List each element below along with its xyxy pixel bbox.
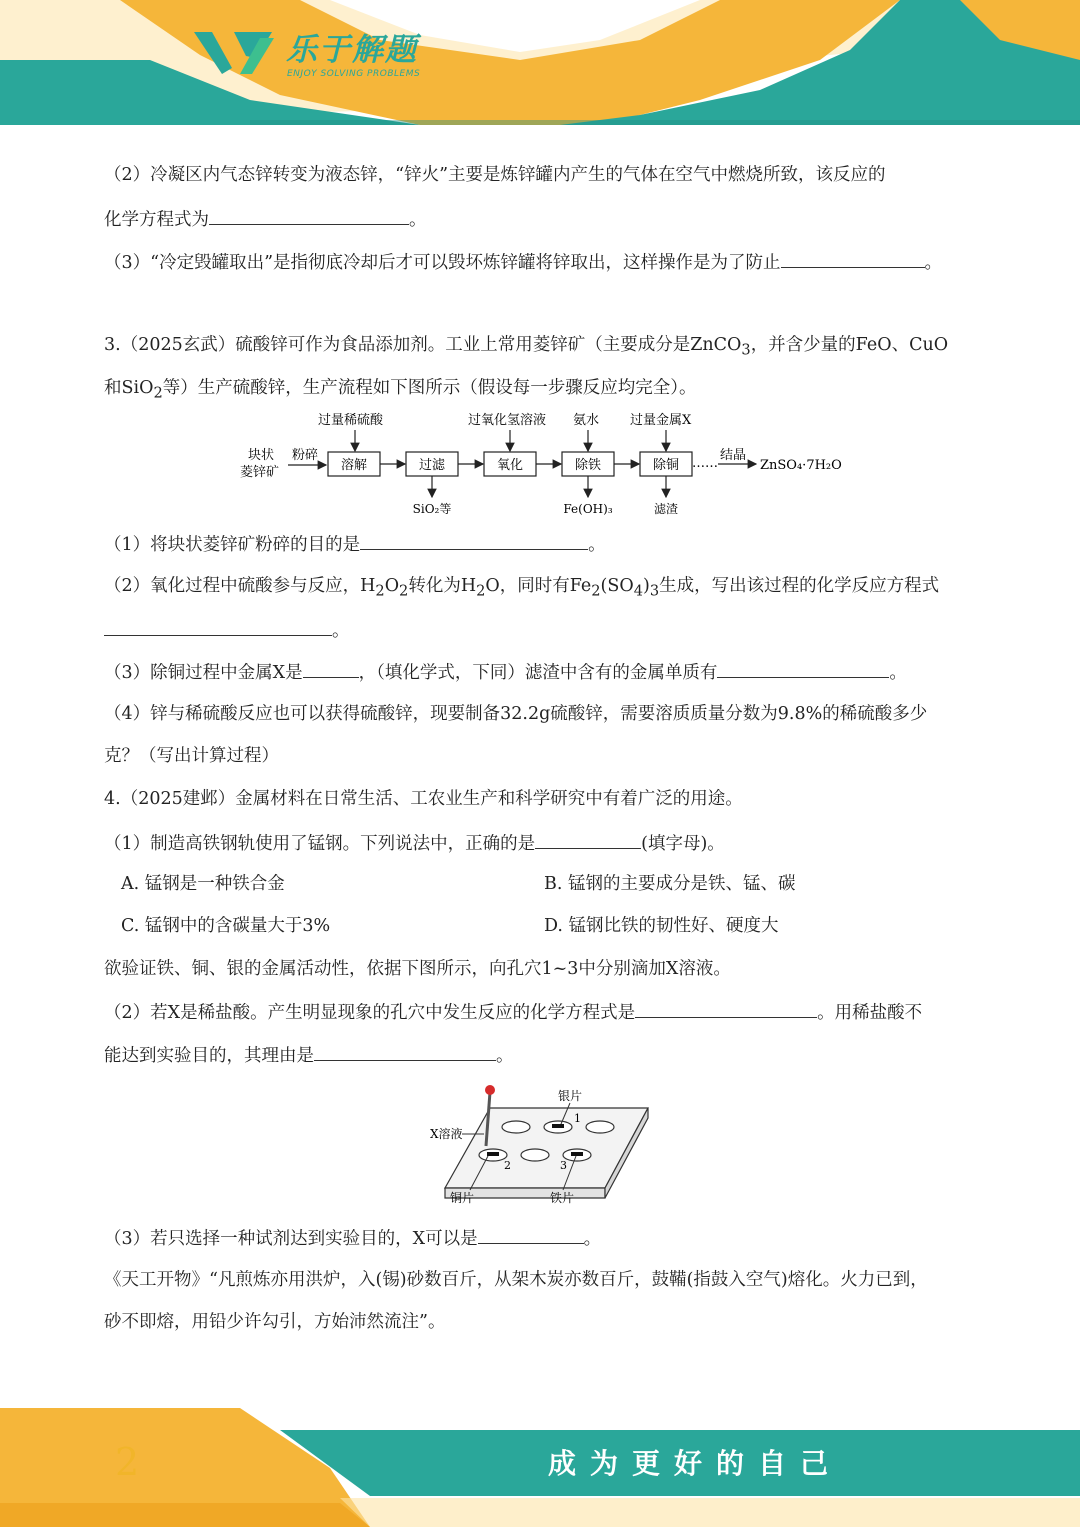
text: ，并含少量的FeO、CuO (750, 335, 949, 355)
text-line (104, 1225, 601, 1251)
text: 。 (588, 535, 606, 555)
flow-input: 块状 (248, 448, 275, 463)
flow-label: 氨水 (573, 413, 600, 428)
answer-blank[interactable] (314, 1042, 496, 1061)
text: ) (643, 576, 650, 596)
flow-label: 过量金属X (630, 413, 692, 428)
text-line (104, 1042, 514, 1068)
text: 。用稀盐酸不 (817, 1003, 923, 1023)
answer-blank[interactable] (104, 617, 332, 636)
footer-banner (0, 1408, 1080, 1527)
text: 克？（写出计算过程） (104, 746, 279, 766)
x-solution-label: X溶液 (430, 1127, 463, 1141)
text: （2）氧化过程中硫酸参与反应，H (104, 576, 376, 596)
text: 。 (332, 621, 350, 641)
text-line (104, 957, 731, 981)
brand-name: 乐于解题 (286, 32, 418, 68)
flow-box-label: 溶解 (340, 458, 368, 473)
well (521, 1149, 549, 1161)
flow-product: ZnSO₄·7H₂O (760, 458, 842, 473)
well-plate-diagram (420, 1078, 660, 1210)
subscript: 2 (399, 582, 409, 600)
text: （1）制造高铁钢轨使用了锰钢。下列说法中，正确的是 (104, 834, 536, 854)
subscript: 3 (741, 341, 751, 359)
well-number: 2 (504, 1159, 511, 1172)
page-header (0, 0, 1080, 125)
subscript: 2 (591, 582, 601, 600)
answer-blank[interactable] (303, 659, 359, 678)
option-d[interactable]: D. 锰钢比铁的韧性好、硬度大 (544, 916, 779, 936)
text: （2）若X是稀盐酸。产生明显现象的孔穴中发生反应的化学方程式是 (104, 1003, 636, 1023)
flow-output: Fe(OH)₃ (563, 502, 613, 516)
text: 4.（2025建邺）金属材料在日常生活、工农业生产和科学研究中有着广泛的用途。 (104, 789, 743, 809)
text: 。 (889, 663, 907, 683)
silver-label: 银片 (558, 1089, 583, 1103)
text: 。 (583, 1229, 602, 1249)
brand-logo (194, 28, 280, 76)
flow-label: 结晶 (720, 448, 747, 463)
silver-strip (552, 1124, 564, 1128)
text-line (104, 702, 927, 726)
flow-output: 滤渣 (653, 502, 679, 516)
flow-box-label: 过滤 (418, 458, 446, 473)
flow-label: 过氧化氢溶液 (468, 413, 547, 428)
text: 砂不即熔，用铅少许勾引，方始沛然流注”。 (104, 1312, 446, 1332)
dropper-bulb-icon (485, 1085, 495, 1095)
text-line (104, 830, 725, 856)
copper-label: 铜片 (450, 1191, 475, 1205)
text: （2）冷凝区内气态锌转变为液态锌，“锌火”主要是炼锌罐内产生的气体在空气中燃烧所致，该反应的 (104, 165, 886, 185)
text: （3）若只选择一种试剂达到实验目的，X可以是 (104, 1229, 478, 1249)
text-line (104, 659, 907, 685)
answer-blank[interactable] (209, 206, 409, 225)
brand-tagline: ENJOY SOLVING PROBLEMS (287, 69, 421, 79)
question-4-stem (104, 787, 743, 811)
text-line (104, 531, 606, 557)
option-a[interactable]: A. 锰钢是一种铁合金 (121, 874, 285, 894)
text-line (104, 376, 696, 406)
text-line (104, 249, 942, 275)
text: 化学方程式为 (104, 210, 209, 230)
subscript: 2 (375, 582, 385, 600)
text-line (104, 574, 939, 604)
text: 。 (924, 253, 943, 273)
flow-dots: …… (692, 456, 718, 471)
page-footer (0, 1408, 1080, 1527)
text: ，（填化学式，下同）滤渣中含有的金属单质有 (358, 663, 718, 683)
flow-label: 粉碎 (292, 448, 319, 463)
answer-blank[interactable] (781, 249, 925, 268)
footer-slogan: 成为更好的自己 (548, 1447, 843, 1480)
text: （1）将块状菱锌矿粉碎的目的是 (104, 535, 361, 555)
text: 欲验证铁、铜、银的金属活动性，依据下图所示，向孔穴1~3中分别滴加X溶液。 (104, 959, 731, 979)
header-banner (0, 0, 1080, 125)
text-line (104, 206, 427, 232)
process-flow-diagram (230, 405, 870, 525)
copper-strip (487, 1152, 499, 1156)
text: 和SiO (104, 378, 154, 398)
text: O，同时有Fe (485, 576, 592, 596)
answer-blank[interactable] (360, 531, 588, 550)
text: O (384, 576, 400, 596)
answer-blank[interactable] (635, 999, 817, 1018)
flow-box-label: 除铜 (652, 458, 680, 473)
text: 。 (409, 210, 427, 230)
option-b[interactable]: B. 锰钢的主要成分是铁、锰、碳 (544, 874, 796, 894)
subscript: 2 (153, 384, 163, 402)
subscript: 4 (633, 582, 643, 600)
text-line (104, 617, 350, 643)
subscript: 2 (476, 582, 486, 600)
text: （3）“冷定毁罐取出”是指彻底冷却后才可以毁坏炼锌罐将锌取出，这样操作是为了防止 (104, 253, 781, 273)
flow-box-label: 除铁 (574, 458, 602, 473)
option-c[interactable]: C. 锰钢中的含碳量大于3% (121, 916, 331, 936)
text-line (104, 163, 886, 187)
answer-blank[interactable] (535, 830, 641, 849)
text: (SO (600, 576, 634, 596)
answer-blank[interactable] (478, 1225, 584, 1244)
text: 生成，写出该过程的化学反应方程式 (659, 576, 940, 596)
text: 3.（2025玄武）硫酸锌可作为食品添加剂。工业上常用菱锌矿（主要成分是ZnCO (104, 335, 742, 355)
text: 。 (496, 1046, 514, 1066)
text: (填字母)。 (641, 834, 725, 854)
flow-box-label: 氧化 (496, 458, 524, 473)
text: 等）生产硫酸锌，生产流程如下图所示（假设每一步骤反应均完全）。 (162, 378, 697, 398)
page-number: 2 (115, 1440, 140, 1484)
text-line (104, 744, 279, 768)
text: （3）除铜过程中金属X是 (104, 663, 303, 683)
text-line (104, 999, 922, 1025)
question-3-stem (104, 333, 948, 363)
answer-blank[interactable] (717, 659, 889, 678)
flow-label: 过量稀硫酸 (318, 413, 384, 428)
iron-label: 铁片 (550, 1191, 575, 1205)
text-line (104, 1310, 445, 1334)
text: 转化为H (408, 576, 477, 596)
text: 《天工开物》“凡煎炼亦用洪炉，入(锡)砂数百斤，从架木炭亦数百斤，鼓鞴(指鼓入空气)熔化。火力已到， (104, 1270, 928, 1290)
subscript: 3 (649, 582, 660, 600)
text-line (104, 1268, 928, 1292)
iron-strip (571, 1152, 583, 1156)
flow-input: 菱锌矿 (240, 465, 280, 480)
text: （4）锌与稀硫酸反应也可以获得硫酸锌，现要制备32.2g硫酸锌，需要溶质质量分数为9.8%的稀硫酸多少 (104, 704, 928, 724)
flow-output: SiO₂等 (412, 502, 452, 516)
well (586, 1121, 614, 1133)
well-number: 1 (574, 1112, 581, 1125)
well (502, 1121, 530, 1133)
well-number: 3 (560, 1159, 567, 1172)
text: 能达到实验目的，其理由是 (104, 1046, 314, 1066)
